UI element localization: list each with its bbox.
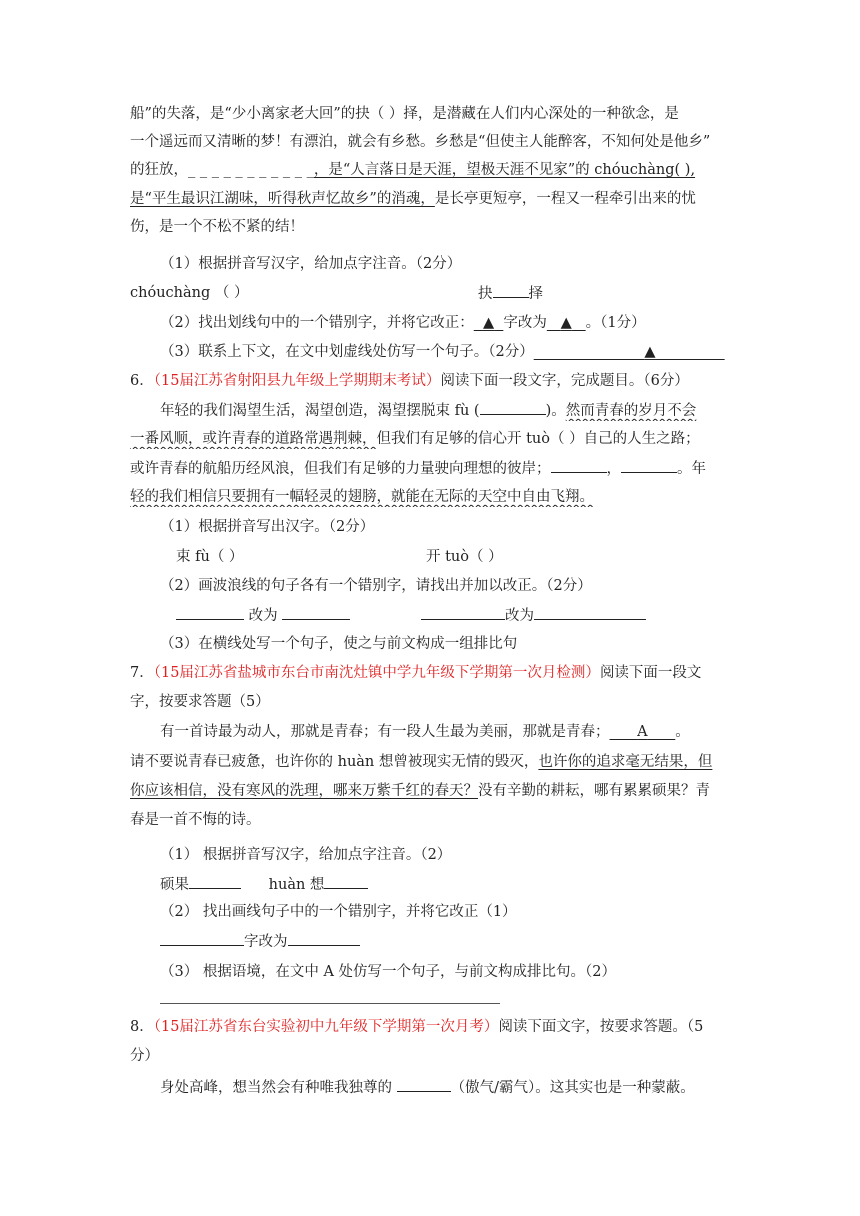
blank-a: A (637, 724, 648, 740)
q6-passage-line-4: 轻的我们相信只要拥有一幅轻灵的翅膀，就能在无际的天空中自由飞翔。 (130, 489, 594, 505)
passage-line-1: 船”的失落，是“少小离家老大回”的抉（ ）择，是潜藏在人们内心深处的一种欲念，是 (130, 106, 679, 122)
q6-passage-line-1: 年轻的我们渴望生活，渴望创造，渴望摆脱束 fù ( )。然而青春的岁月不会 (160, 400, 730, 421)
q8-passage-line-1: 身处高峰，想当然会有种唯我独尊的 （傲气/霸气）。这其实也是一种蒙蔽。 (160, 1077, 760, 1098)
jue-answer: 抉 择 (478, 283, 543, 303)
q7-sub-2: （2） 找出画线句子中的一个错别字，并将它改正（1） (160, 904, 517, 920)
sub-question-2: （2）找出划线句中的一个错别字，并将它改正： ▲ 字改为 ▲ 。（1分） (160, 315, 646, 331)
q7-sub-3: （3） 根据语境，在文中 A 处仿写一个句子，与前文构成排比句。（2） (160, 964, 616, 980)
source-label: （15届江苏省东台实验初中九年级下学期第一次月考） (153, 1019, 499, 1035)
passage-line-3: 的狂放，_ _ _ _ _ _ _ _ _ _ _，是“人言落日是天涯，望极天涯不见家”的 chóuchàng( ), (130, 162, 696, 178)
question-7-header: 7．（15届江苏省盐城市东台市南沈灶镇中学九年级下学期第一次月检测）阅读下面一段文 (130, 665, 702, 681)
passage-line-4: 是“平生最识江湖味，听得秋声忆故乡”的消魂，是长亭更短亭，一程又一程牵引出来的忧 (130, 191, 696, 207)
sub-question-1: （1）根据拼音写汉字，给加点字注音。（2分） (160, 256, 462, 272)
q7-passage-line-4: 春是一首不悔的诗。 (130, 812, 261, 828)
q6-sub-2-answers: 改为 改为 (176, 605, 676, 626)
source-label: （15届江苏省射阳县九年级上学期期末考试） (153, 373, 441, 389)
q6-passage-line-3: 或许青春的航船历经风浪，但我们有足够的力量驶向理想的彼岸； ， 。年 (130, 458, 730, 479)
source-label: （15届江苏省盐城市东台市南沈灶镇中学九年级下学期第一次月检测） (153, 665, 600, 681)
sub-question-3: （3）联系上下文，在文中划虚线处仿写一个句子。（2分） ▲ (160, 342, 740, 362)
q6-sub-2: （2）画波浪线的句子各有一个错别字，请找出并加以改正。（2分） (160, 578, 592, 594)
answer-marker: ▲ (644, 344, 656, 360)
sub-question-1-answers: chóuchàng （ ） 抉 择 (130, 285, 543, 302)
question-8-header-cont: 分） (130, 1048, 159, 1064)
q7-passage-line-1: 有一首诗最为动人，那就是青春；有一段人生最为美丽，那就是青春； A 。 (160, 724, 690, 740)
q7-passage-line-2: 请不要说青春已疲惫，也许你的 huàn 想曾被现实无情的毁灭，也许你的追求毫无结果，但 (130, 754, 713, 770)
dashed-blank: _ _ _ _ _ _ _ _ _ _ _ (188, 162, 314, 178)
q6-sub-3: （3）在横线处写一个句子，使之与前文构成一组排比句 (160, 636, 518, 652)
question-7-header-cont: 字，按要求答题（5） (130, 694, 270, 710)
q6-sub-1: （1）根据拼音写出汉字。（2分） (160, 519, 375, 535)
q7-passage-line-3: 你应该相信，没有寒风的洗理，哪来万紫千红的春天？没有辛勤的耕耘，哪有累累硕果？青 (130, 783, 710, 799)
question-8-header: 8．（15届江苏省东台实验初中九年级下学期第一次月考）阅读下面文字，按要求答题。（5 (130, 1019, 704, 1035)
passage-line-2: 一个遥远而又清晰的梦！有漂泊，就会有乡愁。乡愁是“但使主人能醉客，不知何处是他乡” (130, 134, 711, 150)
answer-line (160, 1003, 500, 1004)
q7-sub-1-answers: 硕果 huàn 想 (160, 874, 760, 895)
answer-marker: ▲ (560, 315, 572, 331)
underlined-sentence: ，是“人言落日是天涯，望极天涯不见家”的 chóuchàng( ), (313, 162, 696, 178)
q7-sub-1: （1） 根据拼音写汉字，给加点字注音。（2） (160, 847, 452, 863)
question-6-header: 6．（15届江苏省射阳县九年级上学期期末考试）阅读下面一段文字，完成题目。（6分） (130, 373, 689, 389)
answer-marker: ▲ (482, 315, 495, 331)
passage-line-5: 伤，是一个不松不紧的结！ (130, 219, 304, 235)
q6-sub-1-answers: 束 fù（ ） 开 tuò（ ） (176, 549, 503, 565)
q6-passage-line-2: 一番风顺，或许青春的道路常遇荆棘，但我们有足够的信心开 tuò（ ）自己的人生之路； (130, 431, 700, 447)
q7-sub-2-answers: 字改为 (160, 931, 760, 952)
